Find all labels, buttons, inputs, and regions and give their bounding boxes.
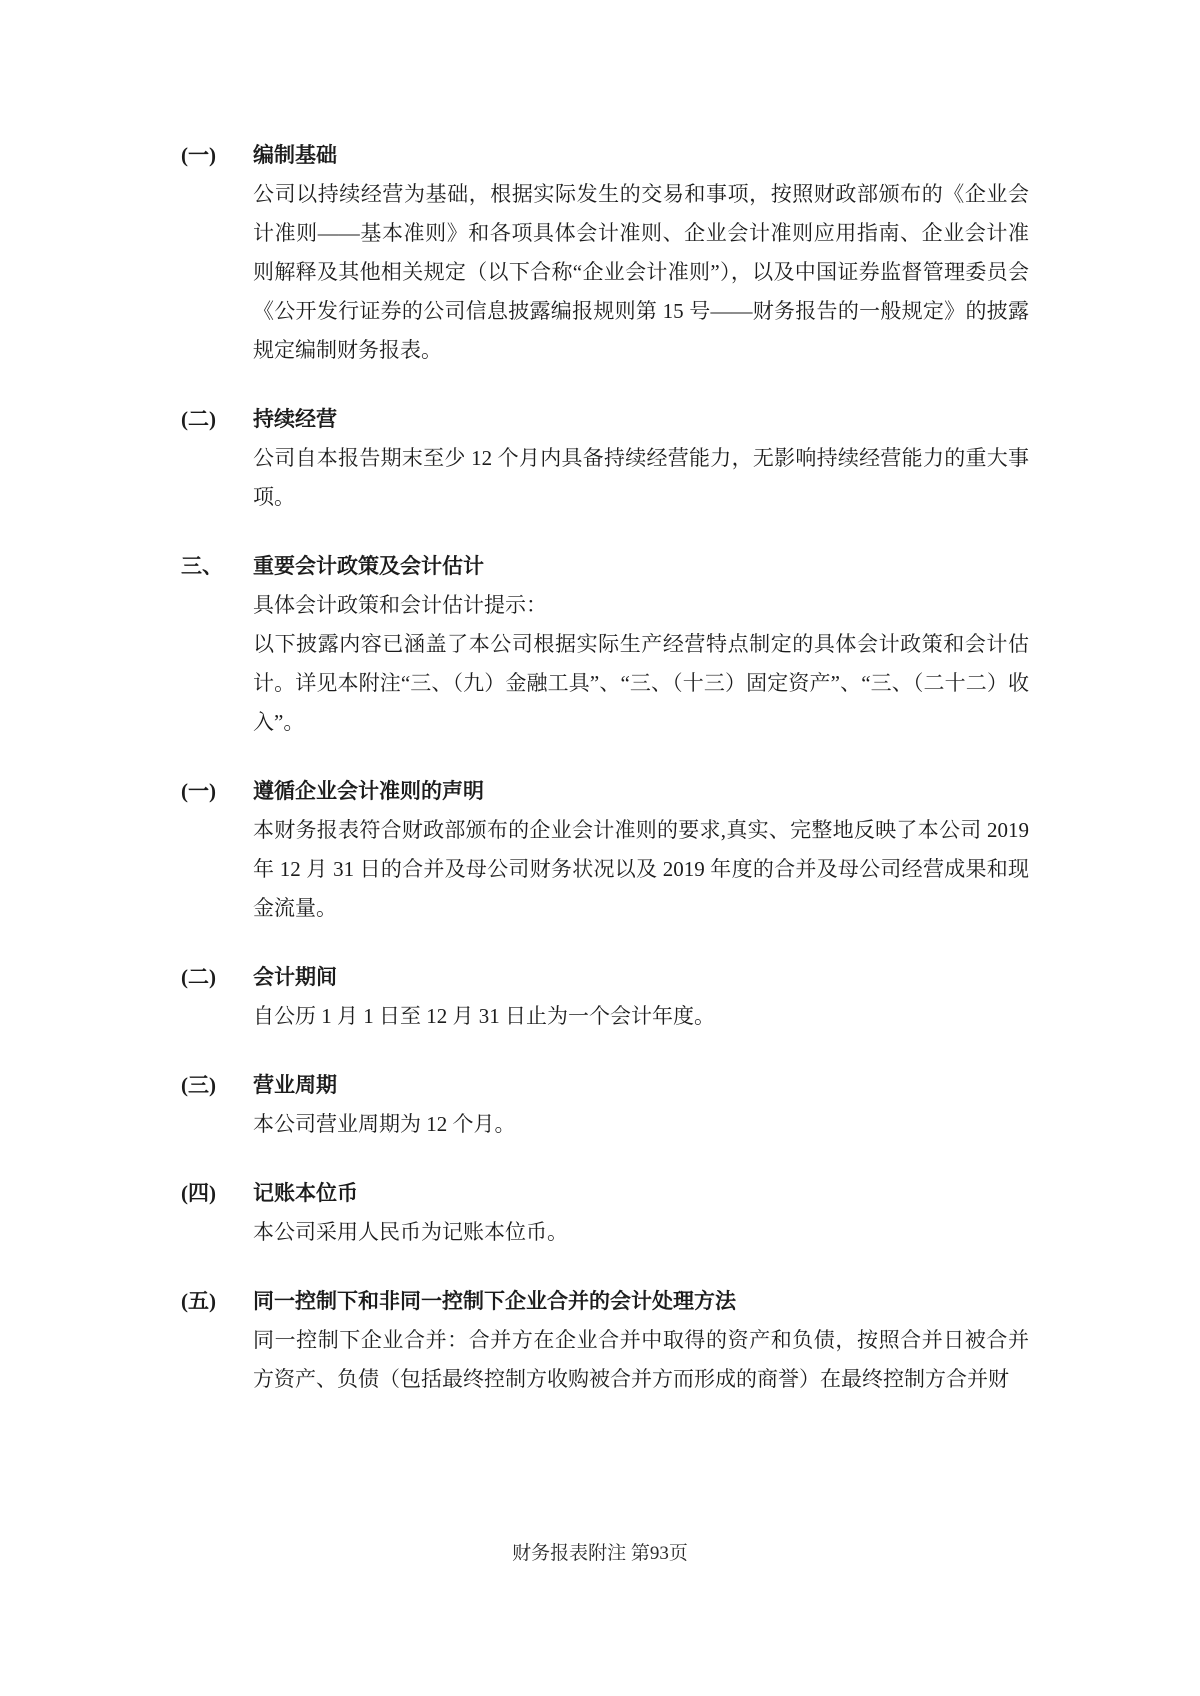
section-number: (五) bbox=[181, 1289, 216, 1313]
section-title: 持续经营 bbox=[253, 407, 337, 431]
section-number: (三) bbox=[181, 1073, 216, 1097]
section-compliance-statement bbox=[181, 772, 1029, 928]
section-number: (四) bbox=[181, 1181, 216, 1205]
section-content bbox=[253, 1174, 1029, 1252]
section-accounting-period bbox=[181, 958, 1029, 1036]
page-footer bbox=[0, 1542, 1200, 1566]
paragraph: 同一控制下企业合并：合并方在企业合并中取得的资产和负债，按照合并日被合并方资产、负债（包括最终控制方收购被合并方而形成的商誉）在最终控制方合并财 bbox=[253, 1328, 1029, 1391]
section-title: 同一控制下和非同一控制下企业合并的会计处理方法 bbox=[253, 1289, 736, 1313]
paragraph: 公司以持续经营为基础，根据实际发生的交易和事项，按照财政部颁布的《企业会计准则——基本准则》和各项具体会计准则、企业会计准则应用指南、企业会计准则解释及其他相关规定（以下合称“企业会计准则”），以及中国证券监督管理委员会《公开发行证券的公司信息披露编报规则第 15 号——财务报告的一般规定》的披露规定编制财务报表。 bbox=[253, 182, 1029, 362]
section-content bbox=[253, 958, 1029, 1036]
paragraph: 本公司营业周期为 12 个月。 bbox=[253, 1112, 516, 1136]
paragraph: 本公司采用人民币为记账本位币。 bbox=[253, 1220, 568, 1244]
paragraph: 自公历 1 月 1 日至 12 月 31 日止为一个会计年度。 bbox=[253, 1004, 715, 1028]
section-operating-cycle bbox=[181, 1066, 1029, 1144]
footer-text: 财务报表附注 第93页 bbox=[512, 1543, 688, 1564]
paragraph: 本财务报表符合财政部颁布的企业会计准则的要求,真实、完整地反映了本公司 2019 年 12 月 31 日的合并及母公司财务状况以及 2019 年度的合并及母公司经营成果和现金流量。 bbox=[253, 818, 1029, 920]
section-number: (一) bbox=[181, 143, 216, 167]
section-title: 记账本位币 bbox=[253, 1181, 358, 1205]
section-business-combinations bbox=[181, 1282, 1029, 1399]
section-content bbox=[253, 400, 1029, 517]
section-number: (二) bbox=[181, 407, 216, 431]
section-title: 重要会计政策及会计估计 bbox=[253, 554, 484, 578]
section-title: 会计期间 bbox=[253, 965, 337, 989]
section-preparation-basis bbox=[181, 136, 1029, 370]
paragraph: 以下披露内容已涵盖了本公司根据实际生产经营特点制定的具体会计政策和会计估计。详见本附注“三、（九）金融工具”、“三、（十三）固定资产”、“三、（二十二）收入”。 bbox=[253, 632, 1029, 734]
section-title: 遵循企业会计准则的声明 bbox=[253, 779, 484, 803]
section-title: 营业周期 bbox=[253, 1073, 337, 1097]
section-going-concern bbox=[181, 400, 1029, 517]
section-number: 三、 bbox=[181, 554, 223, 578]
section-content bbox=[253, 1066, 1029, 1144]
section-number: (一) bbox=[181, 779, 216, 803]
section-content bbox=[253, 136, 1029, 370]
document-body bbox=[181, 136, 1029, 1429]
section-functional-currency bbox=[181, 1174, 1029, 1252]
section-content bbox=[253, 772, 1029, 928]
section-content bbox=[253, 1282, 1029, 1399]
section-accounting-policies bbox=[181, 547, 1029, 742]
section-number: (二) bbox=[181, 965, 216, 989]
section-title: 编制基础 bbox=[253, 143, 337, 167]
section-content bbox=[253, 547, 1029, 742]
paragraph: 公司自本报告期末至少 12 个月内具备持续经营能力，无影响持续经营能力的重大事项。 bbox=[253, 446, 1029, 509]
paragraph: 具体会计政策和会计估计提示： bbox=[253, 593, 547, 617]
